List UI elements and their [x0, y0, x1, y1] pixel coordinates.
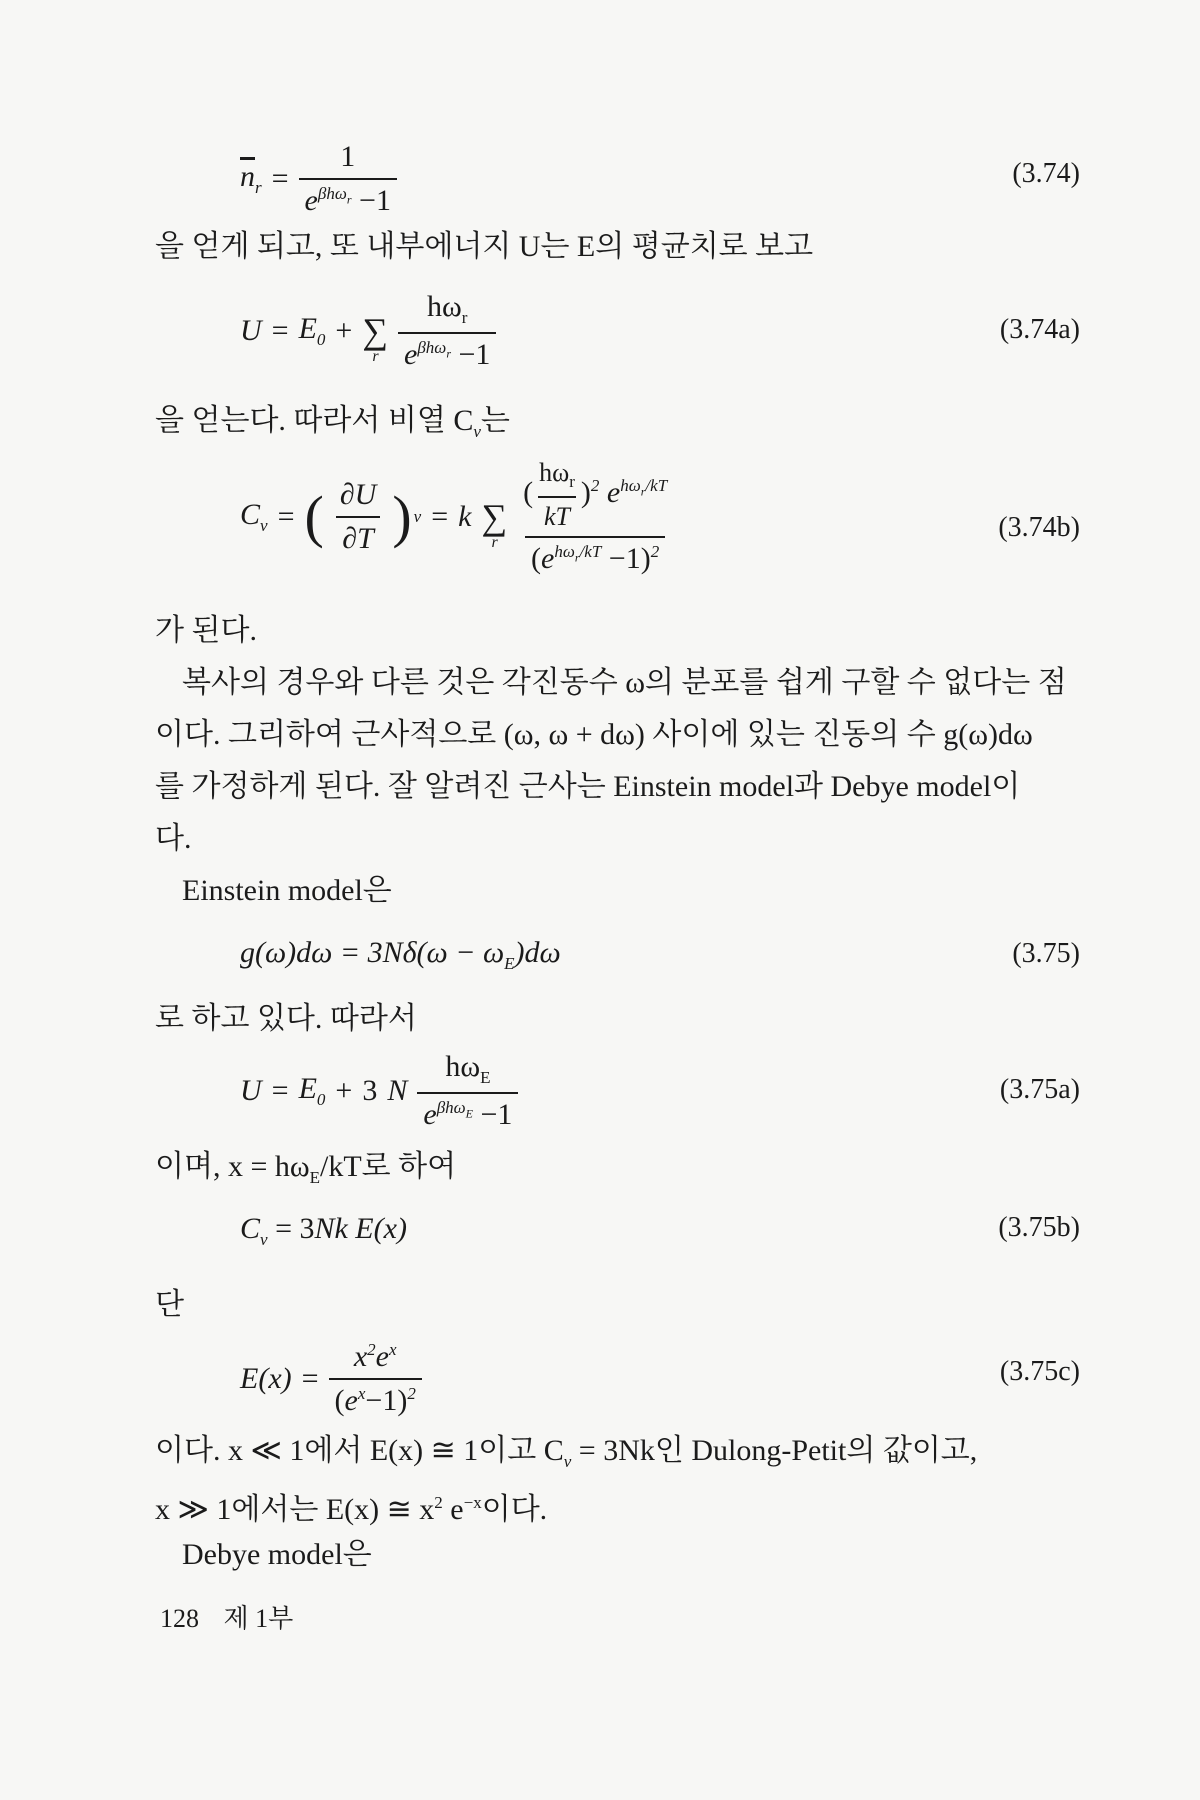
- text-line: 이다. x ≪ 1에서 E(x) ≅ 1이고 $C_v = 3Nk$인 Dulong-Petit의 값이고,: [155, 1434, 978, 1471]
- equation-3-74a: U = $E_0$ + ∑ r $\frac{h\omega_r}{e^{\beta h\omega_r} -1}$: [240, 290, 496, 372]
- text-part: x ≫ 1에서는 E(x) ≅ x: [155, 1493, 435, 1526]
- text-line: Einstein model은: [182, 874, 392, 907]
- text-line: 을 얻게 되고, 또 내부에너지 U는 E의 평균치로 보고: [155, 230, 814, 263]
- equation-number: (3.75a): [999, 1074, 1080, 1105]
- text-line: x ≫ 1에서는 E(x) ≅ $x^2$ $e^{-x}$이다.: [155, 1493, 548, 1526]
- equation-number: (3.75b): [998, 1212, 1080, 1243]
- equation-3-74: $\overline{n}_r$ = $\frac{1}{e^{\beta h\omega_r} -1}$: [240, 140, 397, 218]
- text-part: /kT로 하여: [320, 1150, 457, 1183]
- text-line: Debye model은: [182, 1538, 372, 1571]
- text-line: 이며, $x = h\omega_E/kT$로 하여: [155, 1150, 457, 1187]
- text-part: e: [442, 1493, 464, 1526]
- text-line: 다.: [155, 822, 192, 855]
- text-line: 단: [155, 1288, 184, 1321]
- text-part: 이다.: [481, 1493, 548, 1526]
- page-number: 128: [160, 1604, 199, 1633]
- text-line: 복사의 경우와 다른 것은 각진동수 ω의 분포를 쉽게 구할 수 없다는 점: [182, 666, 1067, 699]
- text-line: 이다. 그리하여 근사적으로 (ω, ω + dω) 사이에 있는 진동의 수 g(ω)dω: [155, 718, 1033, 751]
- equation-number: (3.75): [1012, 938, 1080, 969]
- equation-3-75a: U = $E_0$ + 3 N $\frac{h\omega_E}{e^{\beta h\omega_E} -1}$: [240, 1050, 518, 1132]
- page-footer: [160, 1598, 293, 1635]
- text-part: = 3Nk인 Dulong-Petit의 값이고,: [571, 1434, 978, 1467]
- equation-number: (3.74b): [998, 512, 1080, 543]
- equation-number: (3.74a): [999, 314, 1080, 345]
- text-part: 이며, x = hω: [155, 1150, 310, 1183]
- text-line: 를 가정하게 된다. 잘 알려진 근사는 Einstein model과 Debye model이: [155, 770, 1021, 803]
- equation-3-75c: E(x) = $\frac{x^2e^x}{(e^x-1)^2}$: [240, 1340, 422, 1418]
- text-part: 을 얻는다. 따라서 비열 C: [155, 404, 474, 437]
- equation-3-75: $g(\omega)d\omega = 3N\delta(\omega - \omega_E)d\omega$: [240, 936, 561, 973]
- text-part: 이다. x ≪ 1에서 E(x) ≅ 1이고 C: [155, 1434, 564, 1467]
- equation-3-74b: $C_v$ = ( $\frac{\partial U}{\partial T}$ ) v = k ∑ r ( $\frac{h\omega_r}{kT}$ )$^2$ $e^{h\omega_r/kT}$ $(e^{h\omega_r/kT} -1)^2$: [240, 458, 668, 576]
- text-line: 을 얻는다. 따라서 비열 $C_v$는: [155, 404, 510, 441]
- equation-3-75b: $C_v = 3Nk$ E(x): [240, 1212, 407, 1249]
- part-label: 제 1부: [223, 1604, 294, 1633]
- equation-number: (3.74): [1012, 158, 1080, 189]
- text-line: 가 된다.: [155, 614, 257, 647]
- text-part: 는: [480, 404, 510, 437]
- equation-number: (3.75c): [999, 1356, 1080, 1387]
- text-line: 로 하고 있다. 따라서: [155, 1002, 417, 1035]
